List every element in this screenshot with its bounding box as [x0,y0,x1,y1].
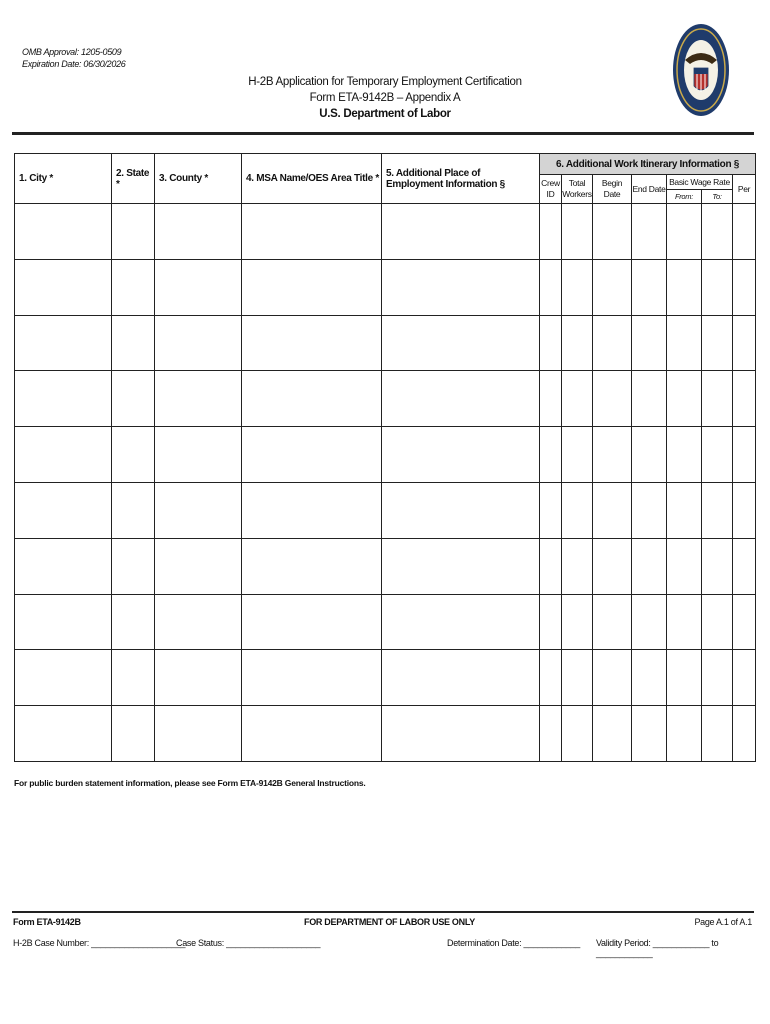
wage-to-cell[interactable] [702,259,733,315]
end-date-cell[interactable] [632,427,667,483]
additional-place-cell[interactable] [382,482,540,538]
per-cell[interactable] [733,482,756,538]
wage-from-cell[interactable] [667,538,702,594]
per-cell[interactable] [733,594,756,650]
county-cell[interactable] [155,650,242,706]
state-cell[interactable] [112,538,155,594]
per-cell[interactable] [733,538,756,594]
end-date-cell[interactable] [632,315,667,371]
end-date-header: End Date [632,175,667,204]
omb-approval: OMB Approval: 1205-0509 [22,47,122,57]
crew-id-cell[interactable] [540,259,562,315]
crew-id-cell[interactable] [540,204,562,260]
end-date-cell[interactable] [632,594,667,650]
total-workers-cell[interactable] [562,650,593,706]
state-cell[interactable] [112,650,155,706]
county-cell[interactable] [155,538,242,594]
table-row [15,594,756,650]
msa-cell[interactable] [242,204,382,260]
end-date-cell[interactable] [632,706,667,762]
wage-from-cell[interactable] [667,706,702,762]
department-name: U.S. Department of Labor [319,108,451,120]
city-cell[interactable] [15,650,112,706]
omb-info [22,46,125,70]
city-cell[interactable] [15,594,112,650]
wage-to-cell[interactable] [702,427,733,483]
county-cell[interactable] [155,315,242,371]
county-cell[interactable] [155,204,242,260]
table-row [15,259,756,315]
additional-place-cell[interactable] [382,706,540,762]
state-cell[interactable] [112,427,155,483]
wage-from-cell[interactable] [667,204,702,260]
crew-id-cell[interactable] [540,650,562,706]
crew-id-cell[interactable] [540,538,562,594]
col-city-header: 1. City * [15,154,112,204]
state-cell[interactable] [112,204,155,260]
per-cell[interactable] [733,315,756,371]
begin-date-cell[interactable] [593,538,632,594]
begin-date-cell[interactable] [593,427,632,483]
table-row [15,538,756,594]
end-date-cell[interactable] [632,650,667,706]
wage-from-cell[interactable] [667,594,702,650]
itinerary-table [14,153,756,762]
wage-to-cell[interactable] [702,204,733,260]
begin-date-cell[interactable] [593,259,632,315]
table-row [15,371,756,427]
wage-to-header: To: [702,190,733,204]
total-workers-cell[interactable] [562,594,593,650]
begin-date-cell[interactable] [593,315,632,371]
city-cell[interactable] [15,204,112,260]
crew-id-cell[interactable] [540,315,562,371]
end-date-cell[interactable] [632,204,667,260]
end-date-cell[interactable] [632,259,667,315]
wage-from-cell[interactable] [667,427,702,483]
basic-wage-rate-header: Basic Wage Rate [667,175,733,190]
table-row [15,427,756,483]
wage-to-cell[interactable] [702,650,733,706]
per-header: Per [733,175,756,204]
table-row [15,315,756,371]
city-cell[interactable] [15,706,112,762]
total-workers-cell[interactable] [562,427,593,483]
burden-note: For public burden statement information, please see Form ETA-9142B General Instructions. [14,778,366,788]
additional-place-cell[interactable] [382,259,540,315]
per-cell[interactable] [733,204,756,260]
county-cell[interactable] [155,259,242,315]
city-cell[interactable] [15,259,112,315]
crew-id-cell[interactable] [540,594,562,650]
city-cell[interactable] [15,538,112,594]
additional-place-cell[interactable] [382,315,540,371]
crew-id-cell[interactable] [540,427,562,483]
state-cell[interactable] [112,371,155,427]
additional-place-cell[interactable] [382,204,540,260]
begin-date-header: Begin Date [593,175,632,204]
determination-date-field: Determination Date: ____________ [447,938,581,948]
total-workers-header: Total Workers [562,175,593,204]
crew-id-cell[interactable] [540,371,562,427]
msa-cell[interactable] [242,427,382,483]
total-workers-cell[interactable] [562,259,593,315]
wage-to-cell[interactable] [702,371,733,427]
wage-to-cell[interactable] [702,482,733,538]
wage-to-cell[interactable] [702,594,733,650]
begin-date-cell[interactable] [593,650,632,706]
total-workers-cell[interactable] [562,204,593,260]
msa-cell[interactable] [242,482,382,538]
total-workers-cell[interactable] [562,315,593,371]
form-subtitle: Form ETA-9142B – Appendix A [309,92,461,104]
wage-from-cell[interactable] [667,650,702,706]
top-rule [12,132,754,135]
msa-cell[interactable] [242,315,382,371]
total-workers-cell[interactable] [562,482,593,538]
msa-cell[interactable] [242,650,382,706]
additional-place-cell[interactable] [382,538,540,594]
total-workers-cell[interactable] [562,371,593,427]
begin-date-cell[interactable] [593,371,632,427]
table-row [15,482,756,538]
table-row [15,650,756,706]
end-date-cell[interactable] [632,482,667,538]
per-cell[interactable] [733,650,756,706]
additional-place-cell[interactable] [382,594,540,650]
per-cell[interactable] [733,259,756,315]
end-date-cell[interactable] [632,538,667,594]
per-cell[interactable] [733,427,756,483]
msa-cell[interactable] [242,594,382,650]
additional-place-cell[interactable] [382,650,540,706]
wage-to-cell[interactable] [702,315,733,371]
work-itinerary-header: 6. Additional Work Itinerary Information § [540,154,756,175]
additional-place-cell[interactable] [382,371,540,427]
state-cell[interactable] [112,482,155,538]
state-cell[interactable] [112,259,155,315]
case-status-field: Case Status: ____________________ [176,938,321,948]
footer-form-name: Form ETA-9142B [13,917,81,927]
wage-from-cell[interactable] [667,371,702,427]
crew-id-header: Crew ID [540,175,562,204]
county-cell[interactable] [155,427,242,483]
table-row [15,706,756,762]
county-cell[interactable] [155,594,242,650]
per-cell[interactable] [733,706,756,762]
form-title-block [0,74,770,122]
msa-cell[interactable] [242,259,382,315]
footer-dol-use: FOR DEPARTMENT OF LABOR USE ONLY [304,917,475,927]
wage-from-header: From: [667,190,702,204]
col-county-header: 3. County * [155,154,242,204]
table-row [15,204,756,260]
col-state-header: 2. State * [112,154,155,204]
begin-date-cell[interactable] [593,706,632,762]
begin-date-cell[interactable] [593,594,632,650]
additional-place-cell[interactable] [382,427,540,483]
validity-period-field: Validity Period: ____________ to ____________ [596,938,719,958]
city-cell[interactable] [15,427,112,483]
county-cell[interactable] [155,706,242,762]
col-msa-header: 4. MSA Name/OES Area Title * [242,154,382,204]
city-cell[interactable] [15,371,112,427]
county-cell[interactable] [155,482,242,538]
msa-cell[interactable] [242,706,382,762]
county-cell[interactable] [155,371,242,427]
wage-to-cell[interactable] [702,706,733,762]
msa-cell[interactable] [242,538,382,594]
msa-cell[interactable] [242,371,382,427]
begin-date-cell[interactable] [593,204,632,260]
begin-date-cell[interactable] [593,482,632,538]
city-cell[interactable] [15,482,112,538]
col-additional-place-header: 5. Additional Place of Employment Information § [382,154,540,204]
end-date-cell[interactable] [632,371,667,427]
state-cell[interactable] [112,706,155,762]
form-title: H-2B Application for Temporary Employment Certification [248,76,522,88]
city-cell[interactable] [15,315,112,371]
wage-to-cell[interactable] [702,538,733,594]
expiration-date: Expiration Date: 06/30/2026 [22,59,126,69]
wage-from-cell[interactable] [667,259,702,315]
crew-id-cell[interactable] [540,482,562,538]
total-workers-cell[interactable] [562,538,593,594]
total-workers-cell[interactable] [562,706,593,762]
bottom-rule [12,911,754,913]
wage-from-cell[interactable] [667,482,702,538]
footer-page-number: Page A.1 of A.1 [694,917,752,927]
wage-from-cell[interactable] [667,315,702,371]
case-number-field: H-2B Case Number: ____________________ [13,938,186,948]
crew-id-cell[interactable] [540,706,562,762]
state-cell[interactable] [112,594,155,650]
per-cell[interactable] [733,371,756,427]
state-cell[interactable] [112,315,155,371]
